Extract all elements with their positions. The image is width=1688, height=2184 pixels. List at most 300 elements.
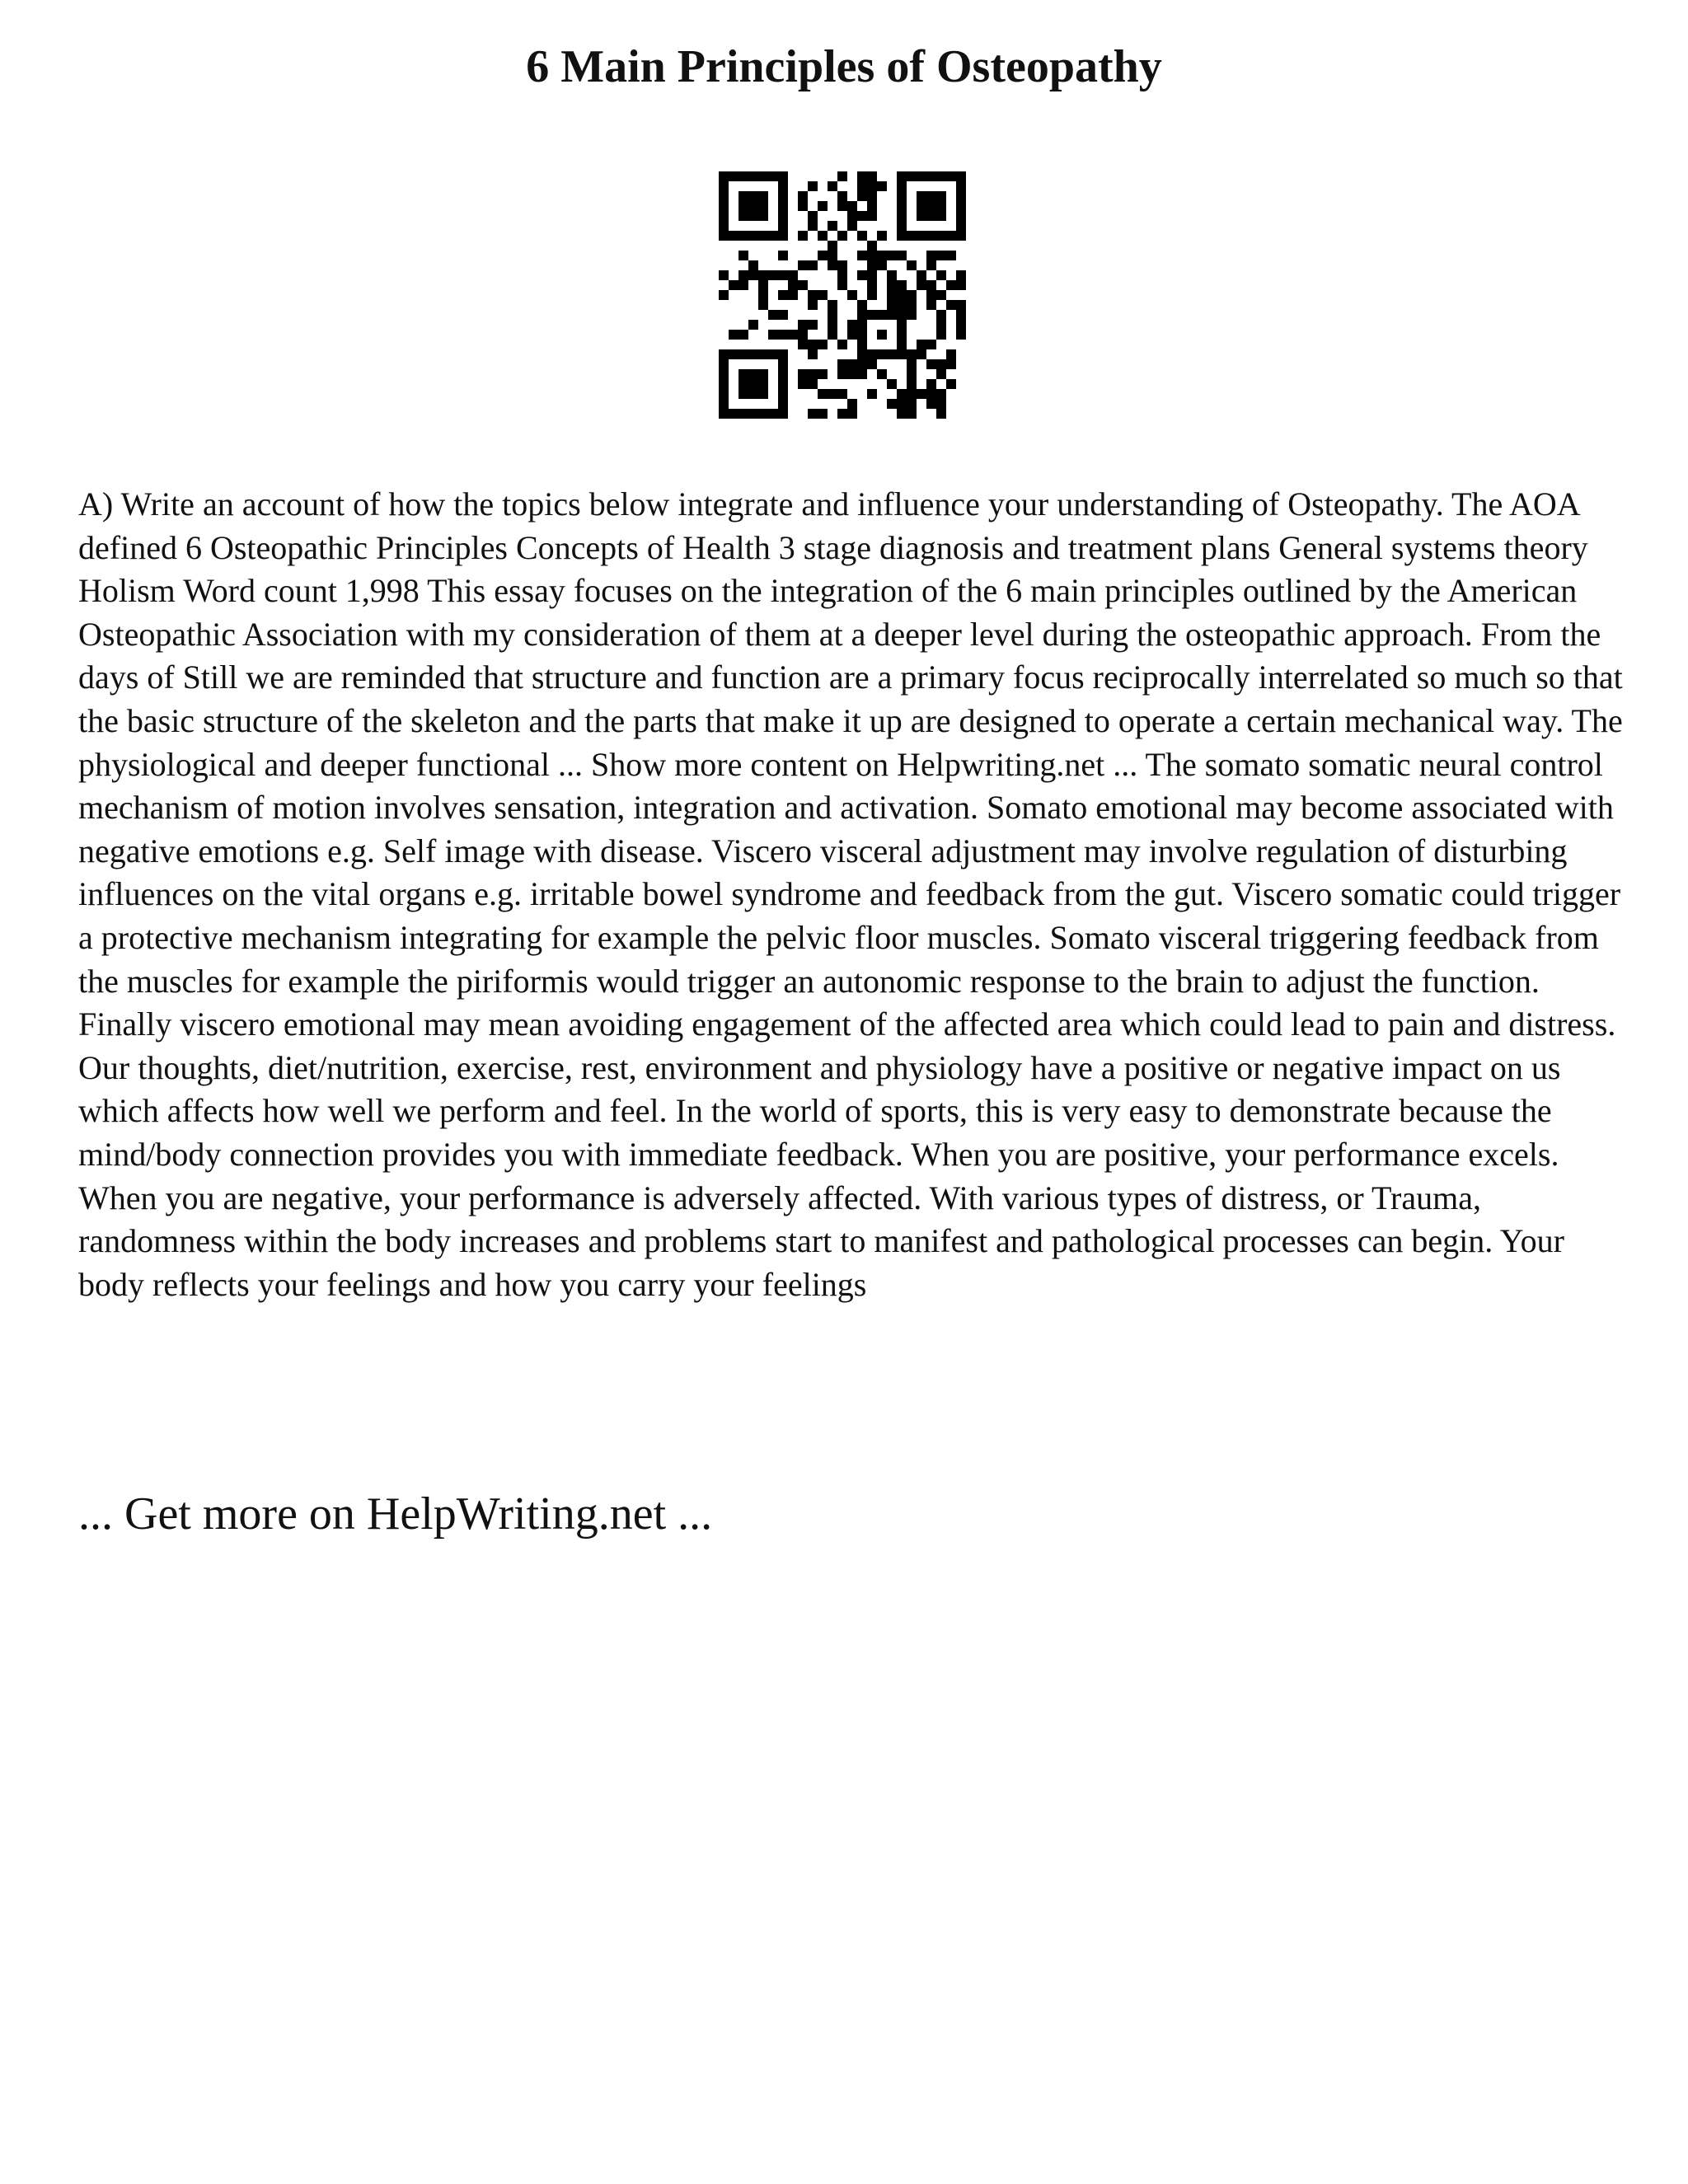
- qr-module: [926, 340, 936, 349]
- qr-module: [887, 270, 897, 280]
- qr-module: [917, 231, 926, 241]
- qr-module: [778, 369, 788, 379]
- qr-module: [907, 260, 917, 270]
- qr-module: [917, 389, 926, 399]
- qr-module: [719, 369, 729, 379]
- qr-module: [897, 300, 907, 310]
- qr-module: [926, 171, 936, 181]
- qr-module: [946, 280, 956, 290]
- qr-module: [738, 201, 748, 211]
- qr-module: [738, 270, 748, 280]
- qr-module: [917, 280, 926, 290]
- qr-module: [857, 340, 867, 349]
- qr-module: [877, 181, 887, 191]
- qr-module: [798, 379, 808, 389]
- qr-module: [748, 369, 758, 379]
- qr-module: [778, 349, 788, 359]
- qr-module: [719, 231, 729, 241]
- qr-module: [719, 221, 729, 231]
- qr-module: [738, 349, 748, 359]
- qr-module: [936, 270, 946, 280]
- qr-module: [798, 231, 808, 241]
- qr-module: [897, 310, 907, 320]
- qr-module: [867, 260, 877, 270]
- qr-module: [946, 349, 956, 359]
- qr-module: [719, 399, 729, 409]
- qr-module: [936, 369, 946, 379]
- qr-module: [857, 320, 867, 330]
- qr-module: [778, 201, 788, 211]
- qr-module: [808, 320, 818, 330]
- qr-module: [847, 290, 857, 300]
- qr-module: [907, 389, 917, 399]
- qr-module: [907, 409, 917, 419]
- qr-module: [818, 340, 828, 349]
- body-paragraph: A) Write an account of how the topics below integrate and influence your understanding of Osteopathy. The AOA defined 6 Osteopathic Principles Concepts of Health 3 stage diagnosis and treatment plans General systems theory Holism Word count 1,998 This essay focuses on the integration of the 6 main principles outlined by the American Osteopathic Association with my consideration of them at a deeper level during the osteopathic approach. From the days of Still we are reminded that structure and function are a primary focus reciprocally interrelated so much so that the basic structure of the skeleton and the parts that make it up are designed to operate a certain mechanical way. The physiological and deeper functional ... Show more content on Helpwriting.net ... The somato somatic neural control mechanism of motion involves sensation, integration and activation. Somato emotional may become associated with negative emotions e.g. Self image with disease. Viscero visceral adjustment may involve regulation of disturbing influences on the vital organs e.g. irritable bowel syndrome and feedback from the gut. Viscero somatic could trigger a protective mechanism integrating for example the pelvic floor muscles. Somato visceral triggering feedback from the muscles for example the piriformis would trigger an autonomic response to the brain to adjust the function. Finally viscero emotional may mean avoiding engagement of the affected area which could lead to pain and distress. Our thoughts, diet/nutrition, exercise, rest, environment and physiology have a positive or negative impact on us which affects how well we perform and feel. In the world of sports, this is very easy to demonstrate because the mind/body connection provides you with immediate feedback. When you are positive, your performance excels. When you are negative, your performance is adversely affected. With various types of distress, or Trauma, randomness within the body increases and problems start to manifest and pathological processes can begin. Your body reflects your feelings and how you carry your feelings: [78, 485, 1623, 1303]
- qr-module: [936, 330, 946, 340]
- qr-module: [778, 389, 788, 399]
- qr-module: [956, 181, 966, 191]
- qr-module: [867, 290, 877, 300]
- qr-module: [758, 211, 768, 221]
- qr-module: [758, 409, 768, 419]
- qr-module: [837, 389, 847, 399]
- qr-module: [917, 201, 926, 211]
- qr-module: [738, 211, 748, 221]
- qr-module: [897, 211, 907, 221]
- qr-module: [907, 231, 917, 241]
- qr-module: [748, 171, 758, 181]
- qr-module: [956, 221, 966, 231]
- qr-module: [738, 379, 748, 389]
- qr-module: [926, 300, 936, 310]
- qr-module: [907, 310, 917, 320]
- qr-module: [738, 409, 748, 419]
- qr-module: [857, 171, 867, 181]
- qr-module: [818, 290, 828, 300]
- qr-module: [907, 171, 917, 181]
- qr-module: [778, 221, 788, 231]
- qr-module: [837, 270, 847, 280]
- qr-module: [867, 191, 877, 201]
- qr-module: [837, 201, 847, 211]
- qr-module: [956, 211, 966, 221]
- qr-module: [907, 290, 917, 300]
- qr-module: [768, 310, 778, 320]
- qr-module: [907, 379, 917, 389]
- qr-module: [887, 300, 897, 310]
- qr-module: [768, 231, 778, 241]
- qr-module: [748, 349, 758, 359]
- qr-module: [877, 349, 887, 359]
- qr-module: [857, 211, 867, 221]
- qr-module: [818, 251, 828, 260]
- qr-module: [778, 191, 788, 201]
- qr-module: [808, 260, 818, 270]
- qr-module: [917, 340, 926, 349]
- qr-module: [837, 369, 847, 379]
- qr-module: [897, 191, 907, 201]
- qr-module: [808, 349, 818, 359]
- qr-module: [768, 270, 778, 280]
- qr-module: [788, 280, 798, 290]
- qr-module: [936, 201, 946, 211]
- qr-module: [907, 399, 917, 409]
- qr-module: [729, 231, 738, 241]
- qr-module: [818, 369, 828, 379]
- qr-module: [828, 389, 837, 399]
- qr-module: [758, 270, 768, 280]
- qr-module: [897, 181, 907, 191]
- qr-module: [808, 221, 818, 231]
- qr-module: [917, 349, 926, 359]
- qr-module: [768, 171, 778, 181]
- qr-module: [887, 280, 897, 290]
- qr-module: [917, 191, 926, 201]
- get-more-link[interactable]: ... Get more on HelpWriting.net ...: [78, 1488, 713, 1540]
- qr-module: [926, 399, 936, 409]
- qr-module: [778, 359, 788, 369]
- qr-module: [778, 379, 788, 389]
- qr-module: [798, 369, 808, 379]
- qr-module: [956, 320, 966, 330]
- qr-module: [946, 251, 956, 260]
- qr-module: [956, 310, 966, 320]
- qr-module: [778, 409, 788, 419]
- qr-module: [897, 399, 907, 409]
- qr-module: [738, 330, 748, 340]
- qr-module: [798, 330, 808, 340]
- qr-module: [867, 211, 877, 221]
- qr-module: [897, 330, 907, 340]
- qr-module: [857, 330, 867, 340]
- qr-module: [738, 280, 748, 290]
- qr-module: [719, 191, 729, 201]
- qr-module: [808, 300, 818, 310]
- qr-module: [719, 181, 729, 191]
- qr-module: [818, 201, 828, 211]
- qr-module: [877, 231, 887, 241]
- qr-module: [748, 260, 758, 270]
- qr-module: [897, 409, 907, 419]
- qr-module: [808, 181, 818, 191]
- qr-module: [917, 270, 926, 280]
- qr-module: [926, 260, 936, 270]
- qr-module: [877, 251, 887, 260]
- qr-module: [926, 290, 936, 300]
- qr-module: [857, 251, 867, 260]
- qr-module: [748, 201, 758, 211]
- qr-module: [719, 270, 729, 280]
- qr-module: [847, 320, 857, 330]
- qr-module: [847, 369, 857, 379]
- qr-module: [956, 300, 966, 310]
- qr-module: [907, 359, 917, 369]
- qr-module: [926, 211, 936, 221]
- qr-module: [897, 201, 907, 211]
- qr-module: [946, 379, 956, 389]
- qr-module: [867, 251, 877, 260]
- qr-module: [719, 389, 729, 399]
- qr-module: [808, 379, 818, 389]
- qr-module: [887, 251, 897, 260]
- qr-module: [748, 409, 758, 419]
- qr-module: [837, 280, 847, 290]
- qr-module: [758, 379, 768, 389]
- qr-module: [768, 409, 778, 419]
- qr-module: [778, 270, 788, 280]
- qr-module: [926, 280, 936, 290]
- qr-module: [758, 300, 768, 310]
- qr-module: [778, 231, 788, 241]
- qr-module: [857, 181, 867, 191]
- qr-module: [897, 280, 907, 290]
- page-title: 6 Main Principles of Osteopathy: [526, 41, 1162, 92]
- qr-module: [828, 300, 837, 310]
- qr-module: [897, 320, 907, 330]
- qr-module: [758, 191, 768, 201]
- qr-module: [867, 201, 877, 211]
- qr-module: [847, 221, 857, 231]
- qr-module: [857, 231, 867, 241]
- qr-module: [946, 231, 956, 241]
- qr-module: [956, 330, 966, 340]
- qr-module: [877, 310, 887, 320]
- qr-module: [877, 330, 887, 340]
- qr-module: [837, 359, 847, 369]
- qr-module: [778, 310, 788, 320]
- qr-code[interactable]: [719, 171, 966, 419]
- qr-module: [788, 290, 798, 300]
- qr-module: [907, 369, 917, 379]
- qr-module: [946, 171, 956, 181]
- qr-module: [788, 270, 798, 280]
- qr-module: [837, 340, 847, 349]
- qr-module: [887, 399, 897, 409]
- qr-module: [877, 369, 887, 379]
- qr-module: [926, 389, 936, 399]
- qr-module: [897, 221, 907, 231]
- qr-module: [897, 340, 907, 349]
- qr-module: [758, 231, 768, 241]
- qr-module: [956, 270, 966, 280]
- qr-module: [936, 231, 946, 241]
- qr-module: [897, 389, 907, 399]
- qr-module: [808, 290, 818, 300]
- qr-module: [926, 201, 936, 211]
- qr-module: [719, 349, 729, 359]
- qr-module: [748, 191, 758, 201]
- qr-module: [748, 320, 758, 330]
- qr-module: [956, 171, 966, 181]
- qr-module: [798, 191, 808, 201]
- qr-module: [857, 191, 867, 201]
- qr-module: [719, 379, 729, 389]
- qr-module: [798, 201, 808, 211]
- qr-module: [897, 349, 907, 359]
- qr-module: [758, 280, 768, 290]
- qr-module: [857, 310, 867, 320]
- qr-module: [936, 320, 946, 330]
- qr-module: [828, 310, 837, 320]
- qr-module: [768, 349, 778, 359]
- qr-module: [936, 310, 946, 320]
- qr-module: [857, 349, 867, 359]
- qr-module: [857, 369, 867, 379]
- qr-module: [847, 399, 857, 409]
- qr-module: [758, 201, 768, 211]
- qr-module: [758, 389, 768, 399]
- qr-module: [897, 251, 907, 260]
- qr-module: [748, 379, 758, 389]
- qr-module: [828, 221, 837, 231]
- qr-module: [857, 359, 867, 369]
- qr-module: [936, 171, 946, 181]
- qr-module: [867, 241, 877, 251]
- qr-code-icon: [719, 171, 966, 419]
- qr-module: [788, 330, 798, 340]
- qr-module: [956, 231, 966, 241]
- qr-module: [917, 171, 926, 181]
- qr-module: [748, 389, 758, 399]
- qr-module: [956, 191, 966, 201]
- qr-module: [729, 280, 738, 290]
- qr-module: [738, 369, 748, 379]
- qr-module: [748, 231, 758, 241]
- qr-module: [847, 330, 857, 340]
- qr-module: [887, 379, 897, 389]
- qr-module: [867, 310, 877, 320]
- qr-module: [946, 300, 956, 310]
- qr-module: [956, 280, 966, 290]
- qr-module: [936, 191, 946, 201]
- qr-module: [768, 330, 778, 340]
- qr-module: [808, 409, 818, 419]
- qr-module: [719, 211, 729, 221]
- qr-module: [857, 300, 867, 310]
- qr-module: [758, 349, 768, 359]
- qr-module: [936, 251, 946, 260]
- qr-module: [729, 409, 738, 419]
- qr-module: [926, 359, 936, 369]
- qr-module: [936, 389, 946, 399]
- qr-module: [887, 290, 897, 300]
- qr-module: [867, 359, 877, 369]
- qr-module: [936, 211, 946, 221]
- qr-module: [847, 201, 857, 211]
- qr-module: [828, 260, 837, 270]
- qr-module: [748, 211, 758, 221]
- qr-module: [748, 270, 758, 280]
- qr-module: [837, 171, 847, 181]
- qr-module: [778, 171, 788, 181]
- qr-module: [729, 171, 738, 181]
- qr-module: [808, 340, 818, 349]
- qr-module: [857, 270, 867, 280]
- qr-module: [936, 359, 946, 369]
- qr-module: [778, 181, 788, 191]
- qr-module: [946, 359, 956, 369]
- qr-module: [738, 251, 748, 260]
- qr-module: [907, 349, 917, 359]
- qr-module: [887, 310, 897, 320]
- qr-module: [778, 290, 788, 300]
- qr-module: [778, 251, 788, 260]
- qr-module: [818, 409, 828, 419]
- qr-module: [808, 369, 818, 379]
- qr-module: [867, 280, 877, 290]
- qr-module: [729, 349, 738, 359]
- qr-module: [847, 409, 857, 419]
- qr-module: [738, 231, 748, 241]
- qr-module: [867, 349, 877, 359]
- qr-module: [798, 320, 808, 330]
- qr-module: [926, 231, 936, 241]
- qr-module: [897, 231, 907, 241]
- qr-module: [837, 260, 847, 270]
- qr-module: [719, 290, 729, 300]
- qr-module: [738, 389, 748, 399]
- qr-module: [808, 211, 818, 221]
- qr-module: [877, 260, 887, 270]
- qr-module: [719, 359, 729, 369]
- qr-module: [867, 181, 877, 191]
- qr-module: [719, 201, 729, 211]
- qr-module: [729, 330, 738, 340]
- qr-module: [758, 171, 768, 181]
- qr-module: [818, 231, 828, 241]
- qr-module: [778, 399, 788, 409]
- qr-module: [738, 171, 748, 181]
- qr-module: [837, 409, 847, 419]
- qr-module: [847, 359, 857, 369]
- qr-module: [798, 260, 808, 270]
- qr-module: [738, 191, 748, 201]
- qr-module: [778, 211, 788, 221]
- qr-module: [828, 320, 837, 330]
- qr-module: [936, 290, 946, 300]
- qr-module: [778, 330, 788, 340]
- qr-module: [828, 330, 837, 340]
- qr-module: [798, 280, 808, 290]
- qr-module: [867, 389, 877, 399]
- qr-module: [887, 349, 897, 359]
- qr-module: [917, 211, 926, 221]
- qr-module: [926, 191, 936, 201]
- qr-module: [828, 241, 837, 251]
- qr-module: [837, 191, 847, 201]
- qr-module: [758, 369, 768, 379]
- qr-module: [926, 251, 936, 260]
- qr-module: [926, 379, 936, 389]
- qr-module: [867, 270, 877, 280]
- qr-module: [867, 171, 877, 181]
- qr-module: [897, 290, 907, 300]
- qr-module: [719, 409, 729, 419]
- qr-module: [798, 340, 808, 349]
- qr-module: [828, 251, 837, 260]
- qr-module: [936, 409, 946, 419]
- qr-module: [818, 389, 828, 399]
- qr-module: [847, 211, 857, 221]
- qr-module: [758, 290, 768, 300]
- qr-module: [956, 201, 966, 211]
- qr-module: [719, 171, 729, 181]
- qr-module: [828, 181, 837, 191]
- qr-module: [897, 171, 907, 181]
- qr-module: [936, 399, 946, 409]
- qr-module: [837, 231, 847, 241]
